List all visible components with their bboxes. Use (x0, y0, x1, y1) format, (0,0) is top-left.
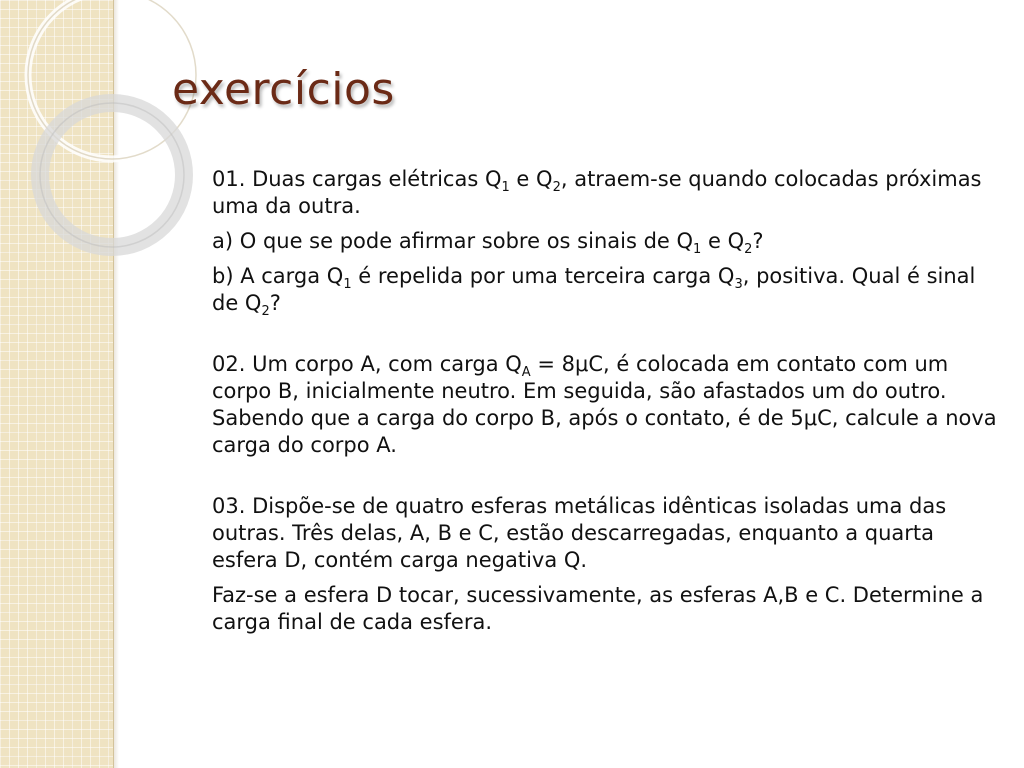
text-run: ? (752, 229, 764, 253)
subscript: 2 (261, 304, 270, 319)
text-run: b) A carga Q (212, 264, 344, 288)
subscript: 2 (552, 180, 561, 195)
subscript: 1 (343, 277, 352, 292)
text-run: ? (269, 291, 281, 315)
text-run: 02. Um corpo A, com carga Q (212, 352, 522, 376)
text-run: é repelida por uma terceira carga Q (351, 264, 735, 288)
paragraph-q01 (212, 166, 1002, 220)
text-run: a) O que se pode afirmar sobre os sinais de Q (212, 229, 694, 253)
subscript: A (521, 365, 531, 380)
text-run: Faz-se a esfera D tocar, sucessivamente, as esferas A,B e C. Determine a carga final de cada esfera. (212, 583, 984, 634)
paragraph-q02 (212, 351, 1002, 459)
paragraph-q03 (212, 493, 1002, 574)
text-run: 01. Duas cargas elétricas Q (212, 167, 502, 191)
text-run: , atraem-se quando colocadas próximas uma da outra. (212, 167, 982, 218)
subscript: 3 (734, 277, 743, 292)
subscript: 2 (744, 242, 753, 257)
slide-body (212, 166, 1002, 644)
text-run: = 8μC, é colocada em contato com um corpo B, inicialmente neutro. Em seguida, são afastados um do outro. Sabendo que a carga do corpo B, após o contato, é de 5μC, calcule a nova carga do corpo A. (212, 352, 997, 457)
decorative-rings (0, 0, 200, 300)
slide-title: exercícios (172, 64, 395, 115)
subscript: 1 (693, 242, 702, 257)
text-run: 03. Dispõe-se de quatro esferas metálicas idênticas isoladas uma das outras. Três delas, A, B e C, estão descarregadas, enquanto a quarta esfera D, contém carga negativa Q. (212, 494, 947, 572)
text-run: e Q (509, 167, 553, 191)
paragraph-q01b (212, 263, 1002, 317)
subscript: 1 (501, 180, 510, 195)
paragraph-q01a (212, 228, 1002, 255)
paragraph-q03b (212, 582, 1002, 636)
text-run: , positiva. Qual é sinal de Q (212, 264, 976, 315)
text-run: e Q (701, 229, 745, 253)
